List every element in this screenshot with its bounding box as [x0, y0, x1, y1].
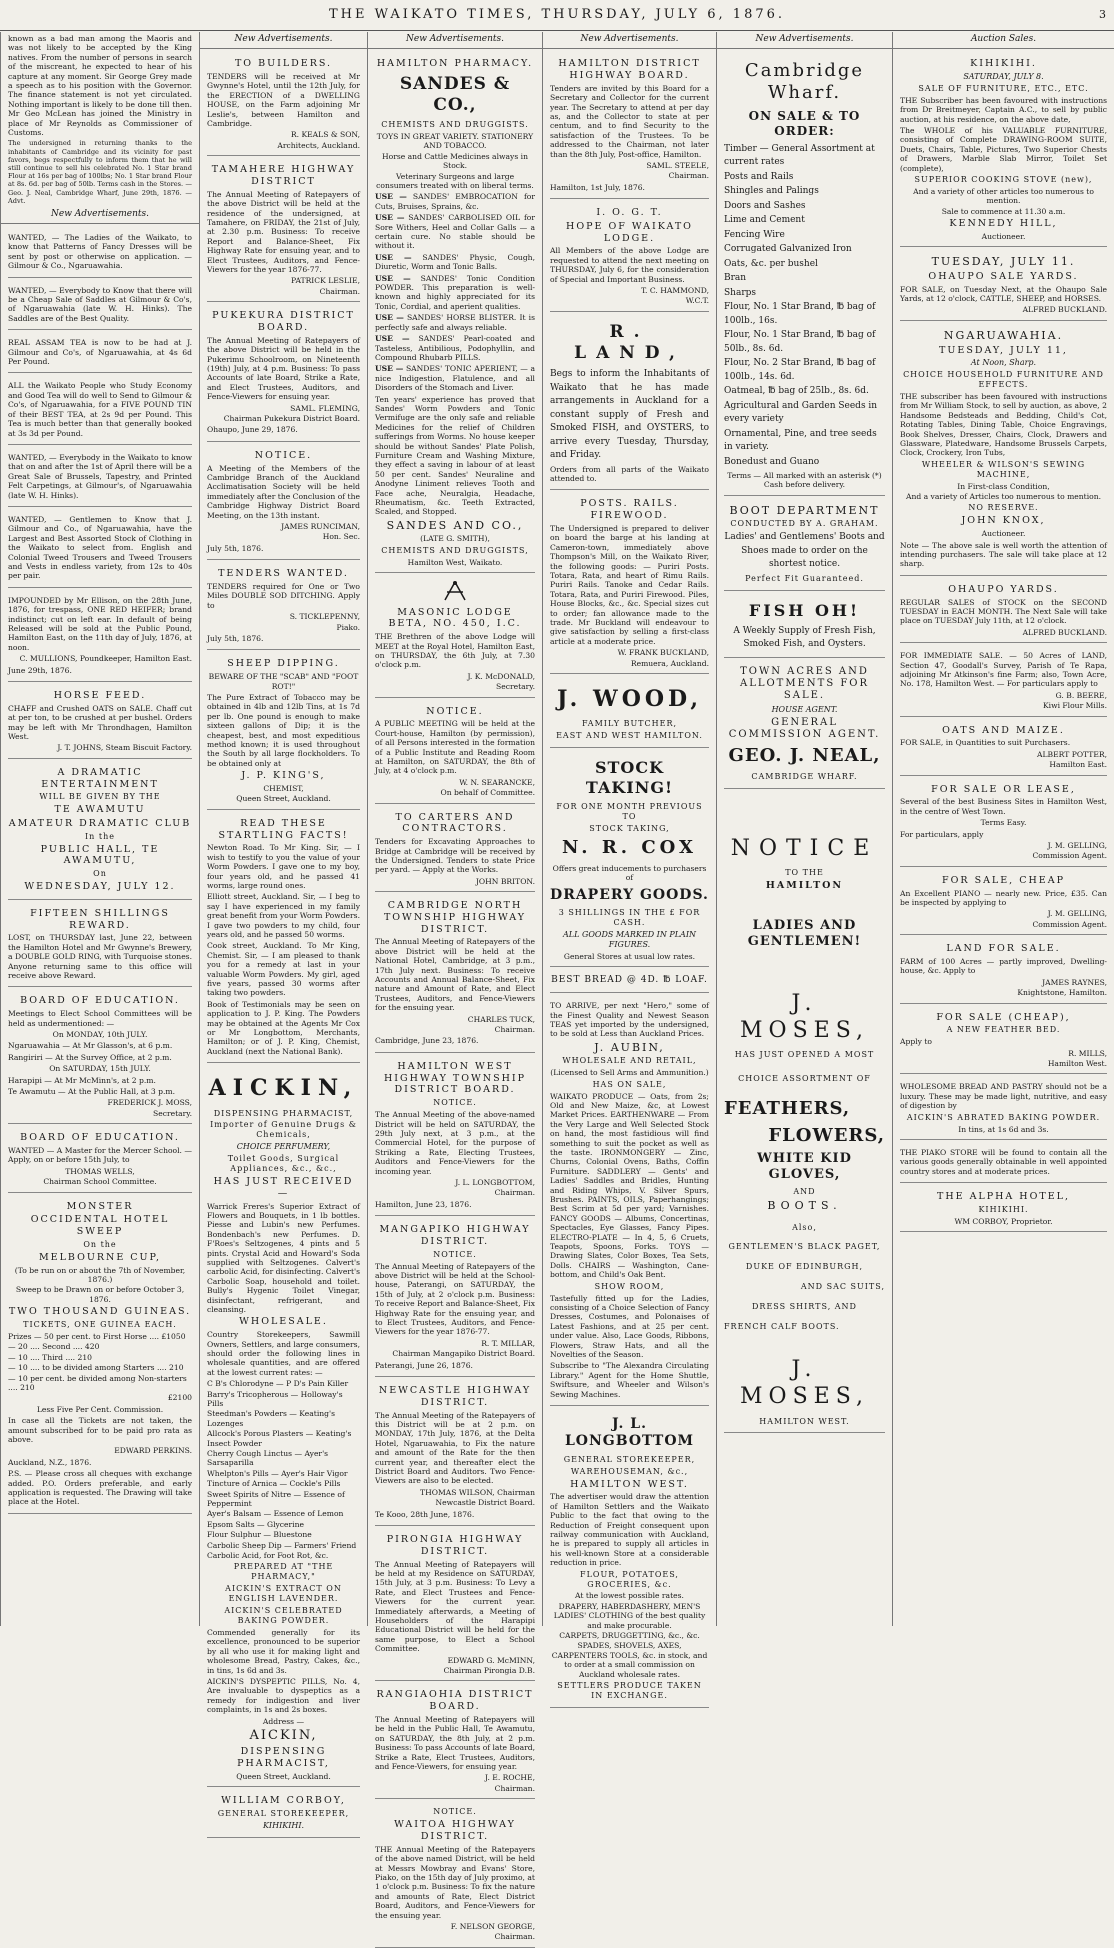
ad-sheep-dipping: SHEEP DIPPING. BEWARE OF THE "SCAB" AND "FOOT ROT!" The Pure Extract of Tobacco may be obtained in 4lb and 12lb Tins, at 1s 7d per lb. One pound is enough to make sixteen gallons of Dip; it is the cheapest, best, and most expeditious method known; it is used throughout the South by all large flockholders. To be obtained only at J. P. KING'S, CHEMIST, Queen Street, Auckland. — [207, 653, 360, 809]
list-item: Whelpton's Pills — Ayer's Hair Vigor — [207, 1468, 348, 1478]
list-item: — 10 .... to be divided among Starters .... 210 — [8, 1363, 184, 1373]
ad-to-builders: TO BUILDERS. TENDERS will be received at Mr Gwynne's Hotel, until the 12th July, for the ERECTION of a DWELLING HOUSE, on the Farm adjoining Mr Leslie's, between Hamilton and Cambridge. R. KEALS & SON, Architects, Auckland. — [207, 53, 360, 156]
section-heading: New Advertisements. — [368, 32, 542, 49]
ad-r-land: R. LAND, Begs to inform the Inhabitants of Waikato that he has made arrangements in Auckland for a constant supply of Fresh and Smoked FISH, and OYSTERS, to arrive every Tuesday, Thursday, and Friday. Orders from all parts of the Waikato attended to. — [550, 315, 709, 490]
ad-waitoa: NOTICE. WAITOA HIGHWAY DISTRICT. THE Annual Meeting of the Ratepayers of the above named District, will be held at Messrs Mowbray and Evans' Store, Piako, on the 15th day of July proximo, at 1 o'clock p.m. Business: To fix the nature and amounts of Rate, Elect District Board, Auditors, and Fence-Viewers for the ensuing year. F. NELSON GEORGE, Chairman. — [375, 1802, 535, 1948]
ad-wanted-ladies: WANTED, — The Ladies of the Waikato, to know that Patterns of Fancy Dresses will be sent by post or otherwise on application. — Gilmour & Co., Ngaruawahia. — [8, 228, 192, 278]
list-item: Flour, No. 1 Star Brand, ℔ bag of 100lb., 16s. — [724, 302, 876, 326]
prize-list — [8, 1332, 192, 1403]
list-item: USE — SANDES' Physic, Cough, Diuretic, Worm and Tonic Balls. — [375, 252, 535, 272]
column-2 — [199, 32, 367, 1830]
ad-oats-maize: OATS AND MAIZE. FOR SALE, in Quantities to suit Purchasers. ALBERT POTTER, Hamilton East. — [900, 720, 1107, 776]
list-item: £2100 — [167, 1393, 192, 1403]
ad-assam-tea: REAL ASSAM TEA is now to be had at J. Gilmour and Co's, of Ngaruawahia, at 4s 6d Per Pound. — [8, 333, 192, 373]
ad-rangiaohia: RANGIAOHIA DISTRICT BOARD. The Annual Meeting of Ratepayers will be held in the Public Hall, Te Awamutu, on SATURDAY, the 8th July, at 2 p.m. Business: To pass Accounts of late Board, Strike a Rate, Elect Trustees, Auditors, and Fence-Viewers, for ensuing year. J. E. ROCHE, Chairman. — [375, 1684, 535, 1799]
ad-tamahere: TAMAHERE HIGHWAY DISTRICT The Annual Meeting of Ratepayers of the above District will be held at the residence of the undersigned, at Tamahere, on FRIDAY, the 21st of July, at 2.30 p.m. Business: To receive Report and Balance-Sheet, Fix Highway Rate for ensuing year, and to Elect Trustees, Auditors, and Fence-Viewers for the year 1876-77. PATRICK LESLIE, Chairman. — [207, 159, 360, 302]
masthead-title: THE WAIKATO TIMES, THURSDAY, JULY 6, 1876. — [328, 7, 786, 22]
use-list — [375, 192, 535, 392]
list-item: Posts and Rails — [724, 171, 794, 182]
ad-j-moses: NOTICE TO THE HAMILTON LADIES AND GENTLEMEN! J. MOSES, HAS JUST OPENED A MOST CHOICE ASSORTMENT OF FEATHERS, FLOWERS, WHITE KID GLOVES, AND BOOTS. Also, GENTLEMEN'S BLACK PAGET, DUKE OF EDINBURGH, AND SAC SUITS, DRESS SHIRTS, AND FRENCH CALF BOOTS. J. MOSES, HAMILTON WEST. — [724, 792, 885, 1434]
wholesale-list — [207, 1379, 360, 1560]
list-item: Flour, No. 2 Star Brand, ℔ bag of 100lb., 14s. 6d. — [724, 358, 876, 382]
section-heading: New Advertisements. — [717, 32, 892, 49]
list-item: Bonedust and Guano — [724, 456, 820, 467]
ad-fish-oh: FISH OH! A Weekly Supply of Fresh Fish, Smoked Fish, and Oysters. — [724, 594, 885, 658]
ad-hamilton-pharmacy: HAMILTON PHARMACY. SANDES & CO., CHEMISTS AND DRUGGISTS. TOYS IN GREAT VARIETY. STATIONERY AND TOBACCO. Horse and Cattle Medicines always in Stock. Veterinary Surgeons and large consumers treated with on liberal terms. USE — SANDES' EMBROCATION for Cuts, Bruises, Sprains, &c. USE — SANDES' CARBOLISED OIL for Sore Withers, Heel and Collar Galls — a certain cure. No stable should be without it. USE — SANDES' Physic, Cough, Diuretic, Worm and Tonic Balls. USE — SANDES' Tonic Condition POWDER. This preparation is well-known and highly appreciated for its Tonic, Cordial, and aperient qualities. USE — SANDES' HORSE BLISTER. It is perfectly safe and always reliable. USE — SANDES' Pearl-coated and Tasteless, Antibilious, Podophyllin, and Compound Rhubarb PILLS. USE — SANDES' TONIC APERIENT, — a nice Indigestion, Flatulence, and all Disorders of the Stomach and Liver. Ten years' experience has proved that Sandes' Worm Powders and Tonic Vermifuge are the only safe and reliable Medicines for the relief of Children sufferings from Worms. No house keeper should be without Sandes' Plate Polish, Furniture Cream and Washing Mixture, they effect a saving in labour of at least 50 per cent. Sandes' Neuraline and Anodyne Liniment relieves Tooth and Face ache, Neuralgia, Headache, Rheumatism, &c. Teeth Extracted, Scaled, and Stopped. SANDES AND CO., (LATE G. SMITH), CHEMISTS AND DRUGGISTS, Hamilton West, Waikato. — [375, 53, 535, 573]
column-6 — [892, 32, 1114, 1626]
ad-notice-institute: NOTICE. A PUBLIC MEETING will be held at the Court-house, Hamilton (by permission), of all Persons interested in the formation of a Public Institute and Reading Room at Hamilton, on SATURDAY, the 8th of July, at 4 o'clock p.m. W. N. SEARANCKE, On behalf of Committee. — [375, 701, 535, 804]
ad-hotel-sweep: MONSTER OCCIDENTAL HOTEL SWEEP On the MELBOURNE CUP, (To be run on or about the 7th of November, 1876.) Sweep to be Drawn on or before October 3, 1876. TWO THOUSAND GUINEAS. TICKETS, ONE GUINEA EACH. Prizes — 50 per cent. to First Horse .... £1050 — 20 .... Second .... 420 — 10 .... Third .... 210 — 10 .... to be divided among Starters .... 210 — 10 per cent. be divided among Non-starters .... 210 £2100 Less Five Per Cent. Commission. In case all the Tickets are not taken, the amount subscribed for to be paid pro rata as above. EDWARD PERKINS. Auckland, N.Z., 1876. P.S. — Please cross all cheques with exchange added. P.O. Orders preferable, and early application is requested. The Drawing will take place at the Hotel. — [8, 1196, 192, 1514]
list-item: — 20 .... Second .... 420 — [8, 1342, 100, 1352]
list-item: USE — SANDES' Tonic Condition POWDER. This preparation is well-known and highly appreciated for its Tonic, Cordial, and aperient qualities. — [375, 273, 535, 311]
ad-j-aubin: TO ARRIVE, per next "Hero," some of the Finest Quality and Newest Season TEAS yet imported by the undersigned, to be sold at Less than Auckland Prices. J. AUBIN, WHOLESALE AND RETAIL, (Licensed to Sell Arms and Ammunition.) HAS ON SALE, WAIKATO PRODUCE — Oats, from 2s; Old and New Maize, &c, at Lowest Market Prices. EARTHENWARE — From the Very Large and Well Selected Stock on hand, the most fastidious will find something to suit the pocket as well as the taste. IRONMONGERY — Zinc, Churns, Colonial Ovens, Baths, Coffin Furniture. SADDLERY — Gents' and Ladies' Saddles and Bridles, Hunting and Riding Whips, V. Silver Spurs, Brushes. PAINTS, OILS, Paperhangings; Best Scrim at 5d per yard; Varnishes. FANCY GOODS — Albums, Concertinas, Spectacles, Eye Glasses, Fancy Pipes. ELECTRO-PLATE — In 4, 5, 6 Cruets, Teapots, Spoons, Forks. TOYS — Drawing Slates, Color Boxes, Tea Sets, Dolls. CHAIRS — Washington, Cane-bottom, and Child's Oak Bent. SHOW ROOM, Tastefully fitted up for the Ladies, consisting of a Choice Selection of Fancy Dresses, Costumes, and Polonaises of Latest Fashions, and at 25 per cent. under value. Also, Lace Goods, Ribbons, Flowers, Straw Hats, and all the Novelties of the Season. Subscribe to "The Alexandra Circulating Library." Agent for the Home Shuttle, Swiftsure, and Wheeler and Wilson's Sewing Machines. — [550, 996, 709, 1406]
ad-notice-acclimatisation: NOTICE. A Meeting of the Members of the Cambridge Branch of the Auckland Acclimatisation Society will be held immediately after the Conclusion of the Cambridge Highway District Board Meeting, on the 13th instant. JAMES RUNCIMAN, Hon. Sec. July 5th, 1876. — [207, 445, 360, 560]
ad-land-for-sale: LAND FOR SALE. FARM of 100 Acres — partly improved, Dwelling-house, &c. Apply to JAMES RAYNES, Knightstone, Hamilton. — [900, 938, 1107, 1003]
section-heading: New Advertisements. — [543, 32, 716, 49]
compass-icon — [375, 580, 535, 604]
ad-reward: FIFTEEN SHILLINGS REWARD. LOST, on THURSDAY last, June 22, between the Hamilton Hotel and Mr Gwynne's Brewery, a DOUBLE GOLD RING, with Turquoise stones. Anyone returning same to this office will receive above Reward. — [8, 903, 192, 988]
list-item: Carbolic Acid, for Foot Rot, &c. — [207, 1551, 329, 1561]
ad-immediate-sale: FOR IMMEDIATE SALE. — 50 Acres of LAND, Section 47, Goodall's Survey, Parish of Te Rapa, adjoining Mr Atkinson's fine Farm; also, Town Acre, No. 178, Hamilton West. — For particulars apply to G. B. BEERE, Kiwi Flour Mills. — [900, 646, 1107, 716]
ad-ohaupo-yards: OHAUPO YARDS. REGULAR SALES of STOCK on the SECOND TUESDAY in EACH MONTH. The Next Sale will take place on TUESDAY July 11th, at 12 o'clock. ALFRED BUCKLAND. — [900, 579, 1107, 643]
list-item: Shingles and Palings — [724, 186, 819, 197]
ad-j-wood: J. WOOD, FAMILY BUTCHER, EAST AND WEST HAMILTON. — [550, 677, 709, 748]
section-heading: Auction Sales. — [893, 32, 1114, 49]
page-number: 3 — [1099, 8, 1106, 21]
ad-best-bread: BEST BREAD @ 4D. ℔ LOAF. — [550, 970, 709, 993]
column-3 — [367, 32, 542, 1942]
list-item: USE — SANDES' Pearl-coated and Tasteless, Antibilious, Podophyllin, and Compound Rhubarb PILLS. — [375, 334, 535, 362]
list-item: Sweet Spirits of Nitre — Essence of Peppermint — [207, 1489, 345, 1509]
ad-piako-store: THE PIAKO STORE will be found to contain all the various goods generally obtainable in well appointed country stores and at moderate prices. — [900, 1143, 1107, 1183]
wharf-list — [724, 143, 885, 470]
list-item: Oatmeal, ℔ bag of 25lb., 8s. 6d. — [724, 386, 869, 397]
ad-iogt: I. O. G. T. HOPE OF WAIKATO LODGE. All Members of the above Lodge are requested to attend the next meeting on THURSDAY, July 6, for the consideration of Special and Important Business. T. C. HAMMOND, W.C.T. — [550, 202, 709, 312]
list-item: Steedman's Powders — Keating's Lozenges — [207, 1409, 336, 1428]
ad-horse-feed: HORSE FEED. CHAFF and Crushed OATS on SALE. Chaff cut at per ton, to be crushed at per bushel. Orders may be left with Mr Throndhagen, Hamilton West. J. T. JOHNS, Steam Biscuit Factory. — [8, 685, 192, 759]
list-item: USE — SANDES' TONIC APERIENT, — a nice Indigestion, Flatulence, and all Disorders of the Stomach and Liver. — [375, 364, 535, 393]
list-item: Ornamental, Pine, and tree seeds in variety. — [724, 428, 877, 453]
ad-carpets: WANTED, — Everybody in the Waikato to know that on and after the 1st of April there will be a Great Sale of Brussels, Tapestry, and Printed Felt Carpetings, at Gilmour's, of Ngaruawahia (late W. H. Hinks). — [8, 448, 192, 507]
list-item: Flour, No. 1 Star Brand, ℔ bag of 50lb., 8s. 6d. — [724, 330, 876, 354]
ad-wanted-saddles: WANTED, — Everybody to Know that there will be a Cheap Sale of Saddles at Gilmour & Co's, of Ngaruawahia (late W. H. Hinks). The Saddles are of the Best Quality. — [8, 281, 192, 331]
list-item: — 10 per cent. be divided among Non-starters .... 210 — [8, 1373, 187, 1392]
list-item: Doors and Sashes — [724, 200, 806, 211]
ad-masonic-lodge: MASONIC LODGE BETA, NO. 450, I.C. THE Brethren of the above Lodge will MEET at the Royal Hotel, Hamilton East, on THURSDAY, the 6th July, at 7.30 o'clock p.m. J. K. McDONALD, Secretary. — [375, 576, 535, 697]
ad-kihikihi-sale: KIHIKIHI. SATURDAY, JULY 8. SALE OF FURNITURE, ETC., ETC. THE Subscriber has been favoured with instructions from Dr Breitmeyer, Captain A.C., to sell by public auction, at his residence, on the above date, The WHOLE of his VALUABLE FURNITURE, consisting of Complete DRAWING-ROOM SUITE, Duets, Chairs, Table, Pictures, Two Superior Chests of Drawers, Marble Slab Mirror, Toilet Set (complete), SUPERIOR COOKING STOVE (new), And a variety of other articles too numerous to mention. Sale to commence at 11.30 a.m. KENNEDY HILL, Auctioneer. — [900, 53, 1107, 247]
list-item: USE — SANDES' CARBOLISED OIL for Sore Withers, Heel and Collar Galls — a certain cure. No stable should be without it. — [375, 213, 535, 251]
section-heading: New Advertisements. — [200, 32, 367, 49]
list-item: Corrugated Galvanized Iron — [724, 244, 852, 255]
ad-good-tea: ALL the Waikato People who Study Economy and Good Tea will do well to Send to Gilmour & Co's, of Ngaruawahia, for a FIVE POUND TIN of their BEST TEA, at 2s 9d per Pound. This Tea is much better than that generally booked at 3s 3d per Pound. — [8, 376, 192, 444]
ad-baking-powder: WHOLESOME BREAD AND PASTRY should not be a luxury. These may be made light, nutritive, and easy of digestion by AICKIN'S ABRATED BAKING POWDER. In tins, at 1s 6d and 3s. — [900, 1077, 1107, 1140]
list-item: Bran — [724, 273, 747, 284]
ad-mangapiko: MANGAPIKO HIGHWAY DISTRICT. NOTICE. The Annual Meeting of Ratepayers of the above District will be held at the School-house, Paterangi, on SATURDAY, the 15th of July, at 2 o'clock p.m. Business: To receive Report and Balance-Sheet, Fix Highway Rate for the ensuing year, and to Elect Trustees, Auditors, and Fence-Viewers for the year 1876-77. R. T. MILLAR, Chairman Mangapiko District Board. Paterangi, June 26, 1876. — [375, 1219, 535, 1377]
ad-dramatic: A DRAMATIC ENTERTAINMENT WILL BE GIVEN BY THE TE AWAMUTU AMATEUR DRAMATIC CLUB In the PUBLIC HALL, TE AWAMUTU, On WEDNESDAY, JULY 12. — [8, 762, 192, 900]
ad-geo-j-neal: TOWN ACRES AND ALLOTMENTS FOR SALE. HOUSE AGENT. GENERAL COMMISSION AGENT. GEO. J. NEAL, CAMBRIDGE WHARF. — [724, 661, 885, 789]
ad-pukekura: PUKEKURA DISTRICT BOARD. The Annual Meeting of Ratepayers of the above District will be held in the Pukerimu Schoolroom, on Nineteenth (19th) July, at 4 p.m. Business: To pass Accounts of late Board, Strike a Rate, and Elect Trustees, Auditors, and Fence-Viewers for ensuing year. SAML. FLEMING, Chairman Pukekura District Board. Ohaupo, June 29, 1876. — [207, 305, 360, 442]
ad-feather-bed: FOR SALE (CHEAP), A NEW FEATHER BED. Apply to R. MILLS, Hamilton West. — [900, 1007, 1107, 1075]
list-item: Barry's Tricopherous — Holloway's Pills — [207, 1389, 343, 1408]
list-item: Timber — General Assortment at current rates — [724, 143, 875, 168]
ad-piano: FOR SALE, CHEAP An Excellent PIANO — nearly new. Price, £35. Can be inspected by applying to J. M. GELLING, Commission Agent. — [900, 870, 1107, 935]
ad-board-of-education-2: BOARD OF EDUCATION. WANTED — A Master for the Mercer School. — Apply, on or before 15th July, to THOMAS WELLS, Chairman School Committee. — [8, 1127, 192, 1192]
ad-ngaruawahia-sale: NGARUAWAHIA. TUESDAY, JULY 11, At Noon, Sharp. CHOICE HOUSEHOLD FURNITURE AND EFFECTS. THE subscriber has been favoured with instructions from Mr William Stock, to sell by auction, as above, 2 Handsome Bedsteads and Bedding, Child's Cot, Rotating Tables, Dining Table, Choice Engravings, Book Shelves, Dresser, Chairs, Clock, Drawers and Glassware, Platedware, Handsome Brussels Carpets, Clock, Crockery, Iron Tubs, WHEELER & WILSON'S SEWING MACHINE, In First-class Condition, And a variety of Articles too numerous to mention. NO RESERVE. JOHN KNOX, Auctioneer. Note — The above sale is well worth the attention of intending purchasers. The sale will take place at 12 sharp. — [900, 324, 1107, 576]
news-paragraph: known as a bad man among the Maoris and was not likely to be accepted by the King natives. From the number of persons in search of the miscreant, he expected to hear of his capture at any moment. Sir George Grey made a speech as to his position with the Governor. The finance statement is not yet circulated. Nothing important is likely to be done till then. Mr Geo McLean has joined the Ministry in place of Mr Reynolds as Commissioner of Customs. — [8, 34, 192, 138]
list-item: Oats, &c. per bushel — [724, 258, 818, 269]
ad-posts-rails: POSTS. RAILS. FIREWOOD. The Undersigned is prepared to deliver on board the barge at his landing at Cameron-town, immediately above Thompson's Mill, on the Waikato River, the following goods: — Puriri Posts. Totara, Rata, and heart of Rimu Rails. Puriri Rails. Tanoke and Cedar Rails. Totara, Rata, and Puriri Firewood. Piles, House Blocks, &c., &c. Special sizes cut to order; fan allowance made to the trade. Mr Buckland will endeavour to give satisfaction by selling a first-class article at a moderate price. W. FRANK BUCKLAND, Remuera, Auckland. — [550, 493, 709, 674]
list-item: Sharps — [724, 287, 757, 298]
list-item: Agricultural and Garden Seeds in every variety — [724, 400, 878, 425]
ad-boot-department: BOOT DEPARTMENT CONDUCTED BY A. GRAHAM. Ladies' and Gentlemens' Boots and Shoes made to order on the shortest notice. Perfect Fit Guaranteed. — [724, 499, 885, 591]
ad-board-of-education-1: BOARD OF EDUCATION. Meetings to Elect School Committees will be held as undermentioned: — On MONDAY, 10th JULY. Ngaruawahia — At Mr Glasson's, at 6 p.m. Rangiriri — At the Survey Office, at 2 p.m. On SATURDAY, 15th JULY. Harapipi — At Mr McMinn's, at 2 p.m. Te Awamutu — At the Public Hall, at 3 p.m. FREDERICK J. MOSS, Secretary. — [8, 990, 192, 1124]
list-item: USE — SANDES' EMBROCATION for Cuts, Bruises, Sprains, &c. — [375, 192, 535, 211]
ad-sale-or-lease: FOR SALE OR LEASE, Several of the best Business Sites in Hamilton West, in the centre of West Town. Terms Easy. For particulars, apply J. M. GELLING, Commission Agent. — [900, 779, 1107, 867]
list-item: Flour Sulphur — Bluestone — [207, 1530, 312, 1540]
list-item: Allcock's Porous Plasters — Keating's Insect Powder — [207, 1429, 352, 1448]
ad-longbottom: J. L. LONGBOTTOM GENERAL STOREKEEPER, WAREHOUSEMAN, &c., HAMILTON WEST. The advertiser would draw the attention of Hamilton Settlers and the Waikato Public to the fact that owing to the Reduction of Freight consequent upon railway communication with Auckland, he is prepared to supply all articles in his well-known Store at a considerable reduction in price. FLOUR, POTATOES, GROCERIES, &c. At the lowest possible rates. DRAPERY, HABERDASHERY, MEN'S LADIES' CLOTHING of the best quality and make procurable. CARPETS, DRUGGETTING, &c., &c. SPADES, SHOVELS, AXES, CARPENTERS TOOLS, &c. in stock, and to order at a small commission on Auckland wholesale rates. SETTLERS PRODUCE TAKEN IN EXCHANGE. — [550, 1409, 709, 1708]
ad-newcastle: NEWCASTLE HIGHWAY DISTRICT. The Annual Meeting of the Ratepayers of this District will be at 2 p.m. on MONDAY, 17th July, 1876, at the Delta Hotel, Ngaruawahia, to Fix the nature and amount of the Rate for the then current year, and thereafter elect the District Board and Auditors. Two Fence-Viewers are also to be elected. THOMAS WILSON, Chairman Newcastle District Board. Te Kooo, 28th June, 1876. — [375, 1380, 535, 1526]
list-item: USE — SANDES' HORSE BLISTER. It is perfectly safe and always reliable. — [375, 313, 535, 332]
ad-aickin-pharmacist: AICKIN, DISPENSING PHARMACIST, Importer of Genuine Drugs & Chemicals, CHOICE PERFUMERY, Toilet Goods, Surgical Appliances, &c., &c., HAS JUST RECEIVED — Warrick Freres's Superior Extract of Flowers and Bouquets, in 1 lb bottles. Piesse and Lubin's new Perfumes. Bondenbach's new Perfumes. D. F'Roes's Seltzogenes, 4 pints and 5 pints. Crystal Acid and Howard's Soda supplied with Seltzogenes. Calvert's carbolic Acid, for disinfecting. Calvert's Carbolic Soap, household and toilet. Bully's Hygenic Toilet Vinegar, disinfectant, refrigerant, and cleansing. WHOLESALE. Country Storekeepers, Sawmill Owners, Settlers, and large consumers, should order the following lines in wholesale quantities, and are offered at the lowest current rates: — C B's Chlorodyne — P D's Pain Killer Barry's Tricopherous — Holloway's Pills Steedman's Powders — Keating's Lozenges Allcock's Porous Plasters — Keating's Insect Powder Cherry Cough Linctus — Ayer's Sarsaparilla Whelpton's Pills — Ayer's Hair Vigor Tincture of Arnica — Cockle's Pills Sweet Spirits of Nitre — Essence of Peppermint Ayer's Balsam — Essence of Lemon Epsom Salts — Glycerine Flour Sulphur — Bluestone Carbolic Sheep Dip — Farmers' Friend Carbolic Acid, for Foot Rot, &c. PREPARED AT "THE PHARMACY," AICKIN'S EXTRACT ON ENGLISH LAVENDER. AICKIN'S CELEBRATED BAKING POWDER. Commended generally for its excellence, pronounced to be superior by all who use it for making light and wholesome Bread, Pastry, Cakes, &c., in tins, 1s 6d and 3s. AICKIN'S DYSPEPTIC PILLS, No. 4, Are invaluable to dyspeptics as a remedy for indigestion and liver complaints, in 1s and 2s boxes. Address — AICKIN, DISPENSING PHARMACIST, Queen Street, Auckland. — [207, 1066, 360, 1787]
list-item: C B's Chlorodyne — P D's Pain Killer — [207, 1379, 349, 1389]
list-item: Carbolic Sheep Dip — Farmers' Friend — [207, 1540, 357, 1550]
advt-note: The undersigned in returning thanks to the inhabitants of Cambridge and its vicinity for past favors, begs respectfully to inform them that he will still continue to sell his celebrated No. 1 Star brand Flour at 16s per bag of 100lbs; No. 1 Star brand Flour at 8s. 6d. per bag of 50lb. Terms cash in the Stores. — Geo. J. Neal, Cambridge Wharf, June 29th, 1876. — Advt. — [8, 139, 192, 205]
ad-impounded: IMPOUNDED by Mr Ellison, on the 28th June, 1876, for trespass, ONE RED HEIFER; brand indistinct; cut on left ear. In default of being Released will be sold at the Public Pound, Hamilton East, on the 11th day of July, 1876, at noon. C. MULLIONS, Poundkeeper, Hamilton East. June 29th, 1876. — [8, 591, 192, 682]
column-5 — [716, 32, 892, 1626]
list-item: — 10 .... Third .... 210 — [8, 1352, 93, 1362]
ad-tenders-wanted: TENDERS WANTED. TENDERS required for One or Two Miles DOUBLE SOD DITCHING. Apply to S. TICKLEPENNY, Piako. July 5th, 1876. — [207, 563, 360, 650]
ad-carters-contractors: TO CARTERS AND CONTRACTORS. Tenders for Excavating Approaches to Bridge at Cambridge will be received by the Undersigned. Tenders to state Price per yard. — Apply at the Works. JOHN BRITON. — [375, 807, 535, 893]
ad-hamilton-west-board: HAMILTON WEST HIGHWAY TOWNSHIP DISTRICT BOARD. NOTICE. The Annual Meeting of the above-named District will be held on SATURDAY, the 29th July next, at 3 p.m., at the Commercial Hotel, for the purpose of Striking a Rate, Electing Trustees, Auditors and Fence-Viewers for the incoming year. J. L. LONGBOTTOM, Chairman. Hamilton, June 23, 1876. — [375, 1056, 535, 1216]
ad-alpha-hotel: THE ALPHA HOTEL, KIHIKIHI. WM CORBOY, Proprietor. — [900, 1186, 1107, 1232]
list-item: Lime and Cement — [724, 215, 805, 226]
list-item: Epsom Salts — Glycerine — [207, 1519, 304, 1529]
list-item: Fencing Wire — [724, 229, 785, 240]
ad-stock-taking: STOCK TAKING! FOR ONE MONTH PREVIOUS TO STOCK TAKING, N. R. COX Offers great inducements to purchasers of DRAPERY GOODS. 3 SHILLINGS IN THE £ FOR CASH. ALL GOODS MARKED IN PLAIN FIGURES. General Stores at usual low rates. — [550, 751, 709, 967]
ad-clothing: WANTED, — Gentlemen to Know that J. Gilmour and Co., of Ngaruawahia, have the Largest and Best Assorted Stock of Clothing in the Waikato to select from. English and Colonial Tweed Trousers and Tweed Trousers and Vests in endless variety, from 12s to 40s per pair. — [8, 510, 192, 588]
section-heading: New Advertisements. — [1, 207, 199, 224]
ad-ohaupo-sale-yards: TUESDAY, JULY 11. OHAUPO SALE YARDS. FOR SALE, on Tuesday Next, at the Ohaupo Sale Yards, at 12 o'clock, CATTLE, SHEEP, and HORSES. ALFRED BUCKLAND. — [900, 250, 1107, 321]
ad-william-corboy: WILLIAM CORBOY, GENERAL STOREKEEPER, KIHIKIHI. — [207, 1790, 360, 1838]
ad-startling-facts: READ THESE STARTLING FACTS! Newton Road. To Mr King. Sir, — I wish to testify to you the value of your Worm Powders. I gave one to my boy, four years old, and he passed 41 worms, large round ones. Elliott street, Auckland. Sir, — I beg to say I have experienced in my family great benefit from your Worm Powders. I gave two powders to my child, four years old, and he passed 50 worms. Cook street, Auckland. To Mr King, Chemist. Sir, — I am pleased to thank you for a remedy at last in your valuable Worm Powders. My girl, aged five years, passed 30 worms after taking two powders. Book of Testimonials may be seen on application to J. P. King. The Powders may be obtained at the Agents Mr Cox or Mr Longbottom, Merchants, Hamilton; or of J. P. King, Chemist, Auckland (next the National Bank). — [207, 813, 360, 1063]
list-item: Prizes — 50 per cent. to First Horse .... £1050 — [8, 1331, 186, 1341]
column-1 — [0, 32, 199, 1626]
list-item: Cherry Cough Linctus — Ayer's Sarsaparilla — [207, 1449, 329, 1468]
column-4 — [542, 32, 716, 1700]
list-item: Tincture of Arnica — Cockle's Pills — [207, 1479, 341, 1489]
list-item: Ayer's Balsam — Essence of Lemon — [207, 1509, 344, 1519]
masthead — [0, 0, 1114, 31]
ad-pirongia: PIRONGIA HIGHWAY DISTRICT. The Annual Meeting of Ratepayers will be held at my Residence on SATURDAY, 15th July, at 3 p.m. Business: To Levy a Rate, and Elect Trustees and Fence-Viewers for the current year. Immediately afterwards, a Meeting of Householders of the Harapipi Educational District will be held for the same purpose, to Elect a School Committee. EDWARD G. McMINN, Chairman Pirongia D.B. — [375, 1529, 535, 1681]
ad-cambridge-wharf: Cambridge Wharf. ON SALE & TO ORDER: Timber — General Assortment at current rates Posts and Rails Shingles and Palings Doors and Sashes Lime and Cement Fencing Wire Corrugated Galvanized Iron Oats, &c. per bushel Bran Sharps Flour, No. 1 Star Brand, ℔ bag of 100lb., 16s. Flour, No. 1 Star Brand, ℔ bag of 50lb., 8s. 6d. Flour, No. 2 Star Brand, ℔ bag of 100lb., 14s. 6d. Oatmeal, ℔ bag of 25lb., 8s. 6d. Agricultural and Garden Seeds in every variety Ornamental, Pine, and tree seeds in variety. Bonedust and Guano Terms — All marked with an asterisk (*) Cash before delivery. — [724, 53, 885, 496]
ad-cambridge-north: CAMBRIDGE NORTH TOWNSHIP HIGHWAY DISTRICT. The Annual Meeting of Ratepayers of the above District will be held at the National Hotel, Cambridge, at 3 p.m., 17th July next. Business: To receive Accounts and Annual Balance-Sheet, Fix nature and Amount of Rate, and Elect Trustees, Auditors, and Fence-Viewers for the ensuing year. CHARLES TUCK, Chairman. Cambridge, June 23, 1876. — [375, 895, 535, 1053]
ad-hamilton-district-board: HAMILTON DISTRICT HIGHWAY BOARD. Tenders are invited by this Board for a Secretary and Collector for the current year. The Secretary to attend at per day as, and the Collector to state at per centum, and to find Security to the satisfaction of the Trustees. To be addressed to the Chairman, not later than the 8th July, Post-office, Hamilton. SAML. STEELE, Chairman. Hamilton, 1st July, 1876. — [550, 53, 709, 199]
